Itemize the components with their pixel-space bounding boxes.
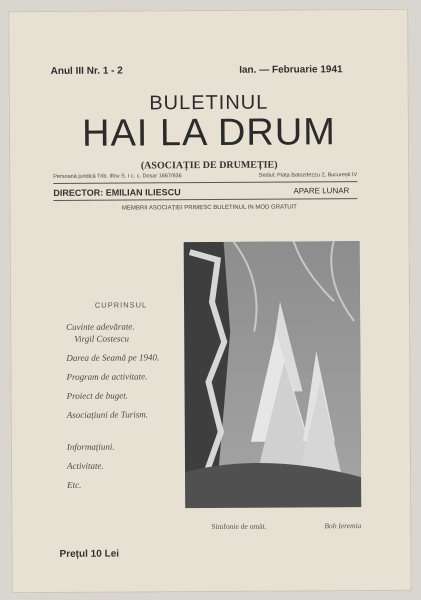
contents-item: Etc. [67,479,82,490]
cover-photo [184,241,362,508]
photo-caption-row [211,521,361,531]
contents-item: Program de activitate. [66,371,148,382]
director-line: DIRECTOR: EMILIAN ILIESCU [53,187,181,198]
members-note: MEMBRII ASOCIAȚIEI PRIMESC BULETINUL IN MOD GRATUIT [121,204,297,212]
price-label: Prețul 10 Lei [59,548,120,560]
contents-heading: CUPRINSUL [94,300,148,310]
masthead-subtitle: (ASOCIAȚIE DE DRUMEȚIE) [140,159,278,172]
masthead-title: HAI LA DRUM [81,111,337,155]
magazine-cover [8,9,412,593]
snowy-forest-illustration [184,241,362,508]
divider-top [53,181,357,184]
contents-item-author: Virgil Costescu [74,333,130,344]
photo-author: Bob Ieremia [324,521,362,531]
legal-registration: Persoană juridică Trib. Ilfov S. I c. c. Dosar 1667/936 [53,173,182,180]
issue-number: Anul III Nr. 1 - 2 [50,65,123,77]
legal-address: Sediul: Piața Batozdezzu 2, București IV [258,172,358,179]
contents-item: Informațiuni. [66,441,115,452]
masthead-small-title: BULETINUL [149,91,269,115]
legal-line [53,172,357,180]
contents-item: Asociațiuni de Turism. [66,409,148,420]
contents-item: Darea de Seamă pe 1940. [66,352,160,363]
contents-item: Cuvinte adevărate. [66,321,135,332]
issue-header [51,64,343,77]
issue-date: Ian. — Februarie 1941 [239,64,343,76]
contents-list [66,300,177,499]
contents-item: Activitate. [66,460,104,471]
divider-bottom [53,198,357,201]
contents-item: Proiect de buget. [66,390,129,401]
photo-caption: Simfonie de omăt. [211,521,267,531]
frequency-label: APARE LUNAR [293,186,350,196]
